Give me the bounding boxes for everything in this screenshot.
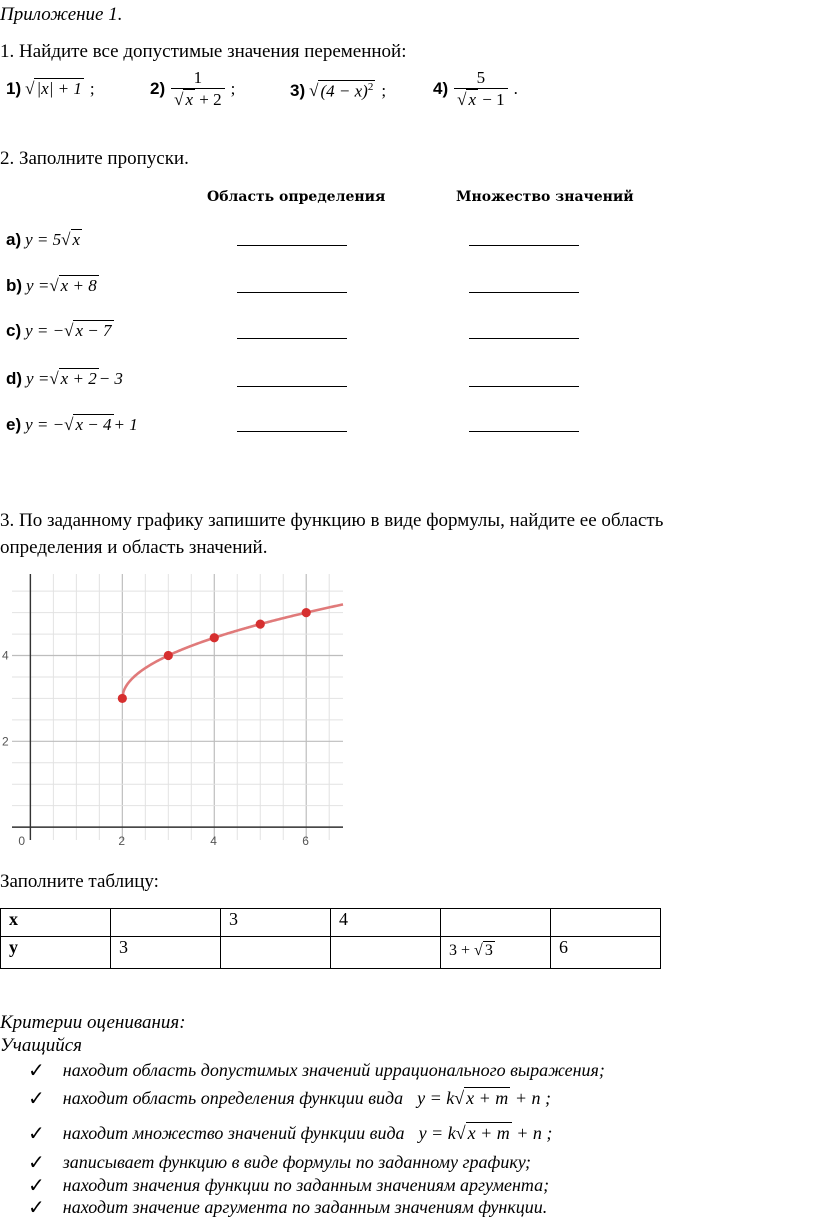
task2-text: 2. Заполните пропуски. <box>0 148 189 169</box>
chart-curve-group <box>122 604 343 698</box>
criteria-text: находит область определения функции вида <box>62 1087 404 1108</box>
task1-text: 1. Найдите все допустимые значения переменной: <box>0 41 407 62</box>
fraction-den-tail: − 1 <box>482 90 505 109</box>
domain-column-header: Область определения <box>207 189 386 205</box>
table-row-y <box>1 937 661 969</box>
criteria-text: записывает функцию в виде формулы по заданному графику; <box>62 1151 532 1172</box>
fraction-radicand: x <box>468 90 477 109</box>
task2-row-d: d) y = √ x + 2 − 3 <box>6 368 123 388</box>
table-cell[interactable] <box>111 909 221 937</box>
appendix-title: Приложение 1. <box>0 4 123 25</box>
criteria-title: Критерии оценивания: <box>0 1012 186 1033</box>
row-post: + 1 <box>113 414 138 434</box>
row-pre: y = − <box>25 320 65 340</box>
row-radicand: x + 2 <box>60 369 97 388</box>
criteria-item <box>28 1086 551 1110</box>
table-cell[interactable] <box>221 937 331 969</box>
criteria-text: находит множество значений функции вида <box>62 1122 405 1143</box>
function-graph <box>0 570 345 854</box>
criteria-formula: y = k√ x + m + n ; <box>417 1088 551 1108</box>
criteria-item <box>28 1173 549 1197</box>
row-label: e) <box>6 414 22 434</box>
criteria-text: находит значение аргумента по заданным значениям функции. <box>62 1196 548 1217</box>
expr-pre: 3 + <box>449 942 471 959</box>
formula-end: ; <box>546 1123 553 1143</box>
row-pre: y = − <box>25 414 65 434</box>
row-label: c) <box>6 320 22 340</box>
criteria-text: находит область допустимых значений иррационального выражения; <box>62 1059 605 1080</box>
table-cell[interactable]: 3 <box>221 909 331 937</box>
criteria-item <box>28 1058 605 1082</box>
task3-line2: определения и область значений. <box>0 537 268 558</box>
row-pre: y = 5 <box>25 229 62 249</box>
task1-item-label: 1) <box>6 78 22 98</box>
table-header-x: x <box>1 909 111 937</box>
x-tick-label: 2 <box>118 834 126 849</box>
task1-item-label: 2) <box>150 79 166 98</box>
criteria-subject: Учащийся <box>0 1035 82 1056</box>
data-point <box>256 620 265 629</box>
task2-row-a: a) y = 5 √ x <box>6 229 81 249</box>
table-cell-expr[interactable]: 3 + √ 3 <box>441 937 551 969</box>
check-icon: ✓ <box>28 1121 45 1145</box>
formula-radicand: x + m <box>467 1123 510 1143</box>
answer-blank-range[interactable] <box>469 245 579 246</box>
criteria-formula: y = k√ x + m + n ; <box>418 1123 553 1143</box>
formula-pre: y = k <box>418 1123 456 1143</box>
task1-item-end: . <box>513 79 518 98</box>
data-point <box>302 608 311 617</box>
chart-axes <box>12 574 343 840</box>
values-table <box>0 908 661 969</box>
table-title: Заполните таблицу: <box>0 871 159 892</box>
task1-item-exponent: 2 <box>367 81 374 93</box>
data-point <box>164 651 173 660</box>
formula-post: + n <box>516 1123 542 1143</box>
criteria-item <box>28 1150 531 1174</box>
chart-ticks <box>2 649 309 849</box>
task1-item-expr: (4 − x) <box>320 81 368 101</box>
row-label: d) <box>6 368 23 388</box>
task1-item-label: 4) <box>433 79 449 98</box>
chart-grid <box>12 574 343 840</box>
row-label: b) <box>6 275 23 295</box>
formula-radicand: x + m <box>466 1088 509 1108</box>
fraction-numerator: 1 <box>193 68 203 87</box>
task2-row-c: c) y = − √ x − 7 <box>6 320 112 340</box>
task1-item-expr: |x| + 1 <box>36 79 82 98</box>
check-icon: ✓ <box>28 1150 45 1174</box>
table-cell[interactable] <box>441 909 551 937</box>
data-point <box>118 694 127 703</box>
task1-item-label: 3) <box>290 80 306 100</box>
task1-item-end: ; <box>381 80 387 100</box>
formula-end: ; <box>544 1088 551 1108</box>
criteria-item <box>28 1195 547 1219</box>
task2-row-b: b) y = √ x + 8 <box>6 275 97 295</box>
x-tick-label: 4 <box>210 834 217 849</box>
check-icon: ✓ <box>28 1058 45 1082</box>
answer-blank-domain[interactable] <box>237 292 347 293</box>
table-cell[interactable]: 6 <box>551 937 661 969</box>
fraction-numerator: 5 <box>476 68 486 87</box>
task1-item-3: 3) √ $(4 - x)^2$ ; <box>290 80 387 101</box>
task1-item-1: 1) √ |x| + 1 ; <box>6 78 95 98</box>
x-tick-label: 6 <box>302 834 309 849</box>
answer-blank-range[interactable] <box>469 386 579 387</box>
table-row-x <box>1 909 661 937</box>
table-cell[interactable] <box>551 909 661 937</box>
row-label: a) <box>6 229 22 249</box>
row-radicand: x − 7 <box>75 321 112 340</box>
formula-post: + n <box>514 1088 541 1108</box>
answer-blank-range[interactable] <box>469 292 579 293</box>
expr-radicand: 3 <box>484 942 493 959</box>
x-tick-label: 0 <box>18 834 26 849</box>
fraction-radicand: x <box>185 90 194 109</box>
answer-blank-domain[interactable] <box>237 386 347 387</box>
task3-line1: 3. По заданному графику запишите функцию в виде формулы, найдите ее область <box>0 510 664 531</box>
task1-item-4: 4) $\frac{5}{√ x - 1}$ . <box>433 68 518 109</box>
series-line <box>122 604 343 698</box>
answer-blank-domain[interactable] <box>237 431 347 432</box>
row-pre: y = <box>26 275 50 295</box>
check-icon: ✓ <box>28 1086 45 1110</box>
table-cell[interactable]: 4 <box>331 909 441 937</box>
formula-pre: y = k <box>417 1088 455 1108</box>
row-radicand: x <box>72 230 81 249</box>
table-cell[interactable] <box>331 937 441 969</box>
task1-item-end: ; <box>230 79 236 98</box>
task2-row-e: e) y = − √ x − 4 + 1 <box>6 414 138 434</box>
row-pre: y = <box>26 368 50 388</box>
answer-blank-domain[interactable] <box>237 338 347 339</box>
check-icon: ✓ <box>28 1173 45 1197</box>
table-cell[interactable]: 3 <box>111 937 221 969</box>
answer-blank-range[interactable] <box>469 431 579 432</box>
task1-item-end: ; <box>89 78 95 98</box>
criteria-text: находит значения функции по заданным значениям аргумента; <box>62 1174 550 1195</box>
criteria-item <box>28 1121 552 1145</box>
row-radicand: x + 8 <box>60 276 97 295</box>
range-column-header: Множество значений <box>456 189 634 205</box>
row-radicand: x − 4 <box>75 415 112 434</box>
data-point <box>210 633 219 642</box>
check-icon: ✓ <box>28 1195 45 1219</box>
y-tick-label: 4 <box>2 648 9 663</box>
table-header-y: y <box>1 937 111 969</box>
row-post: − 3 <box>98 368 123 388</box>
fraction-den-tail: + 2 <box>199 90 222 109</box>
task1-item-2: 2) $\frac{1}{√ x + 2}$ ; <box>150 68 236 109</box>
answer-blank-domain[interactable] <box>237 245 347 246</box>
y-tick-label: 2 <box>2 734 9 749</box>
answer-blank-range[interactable] <box>469 338 579 339</box>
